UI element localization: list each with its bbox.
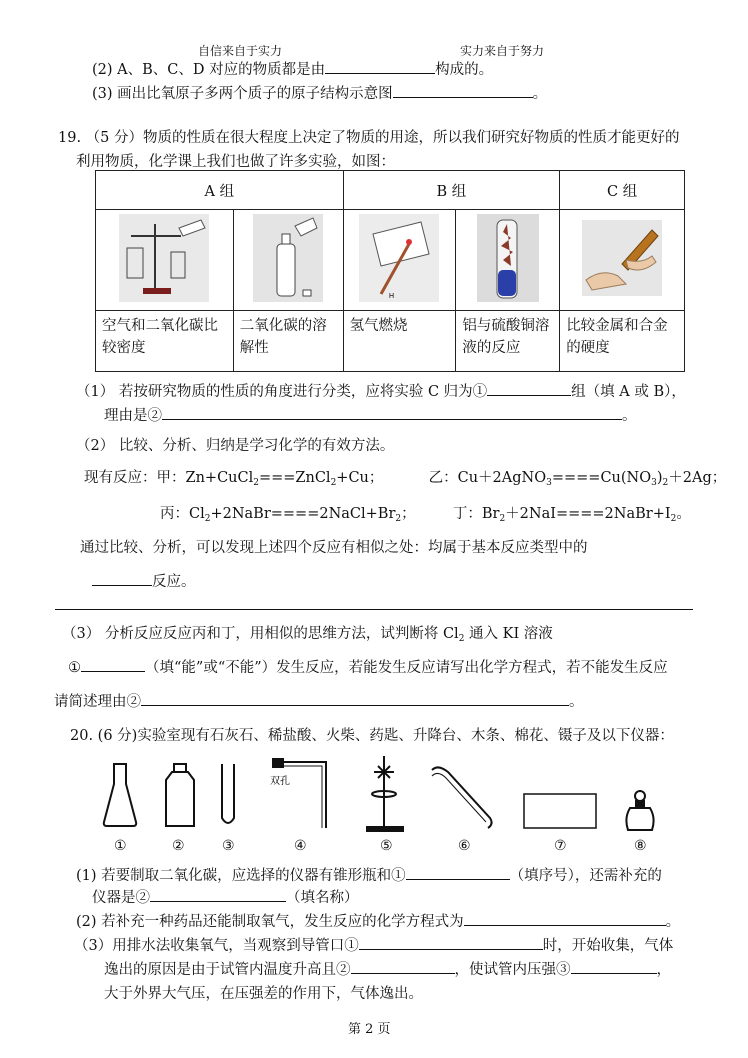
q19-part3-line1: （3） 分析反应反应丙和丁，用相似的思维方法，试判断将 $Cl_2$ 通入 KI 溶液 (62, 626, 553, 644)
exp-image-co2-solubility (233, 210, 343, 311)
reaction-jia-yi: 现有反应：甲：Zn+CuCl$_2$===ZnCl$_2$+Cu； 乙：$Cu+2AgNO_3====Cu(NO_3)_2+2Ag$； (84, 470, 727, 488)
caption-al-cuso4: 铝与硫酸铜溶液的反应 (456, 311, 560, 372)
q19-part3-line3: 请简述理由② 。 (54, 690, 584, 711)
hydrogen-flame-image (359, 214, 439, 302)
q20-part1-line1: (1) 若要制取二氧化碳，应选择的仪器有锥形瓶和① （填序号），还需补充的 (76, 864, 662, 885)
alcohol-lamp-icon (622, 788, 658, 836)
apparatus-number-8: ⑧ (634, 838, 647, 854)
exp-image-hydrogen-burn (343, 210, 456, 311)
q18-line3: (3) 画出比氧原子多两个质子的原子结构示意图 。 (92, 82, 547, 103)
test-tube-icon (218, 760, 238, 830)
header-left: 自信来自于实力 (198, 44, 283, 58)
q19-part3-line2: ① （填“能”或“不能”）发生反应，若能发生反应请写出化学方程式，若不能发生反应 (68, 656, 668, 677)
svg-text:H: H (389, 293, 395, 300)
group-b-header: B 组 (343, 171, 560, 210)
apparatus-number-6: ⑥ (458, 838, 471, 854)
hole-label: 双孔 (270, 776, 290, 787)
water-trough-icon (522, 790, 598, 832)
reagent-bottle-icon (162, 760, 198, 830)
exp-image-al-cuso4 (456, 210, 560, 311)
apparatus-number-4: ④ (294, 838, 307, 854)
q19-part1-line2: 理由是② 。 (104, 404, 637, 425)
q20-part2: (2) 若补充一种药品还能制取氧气，发生反应的化学方程式为 。 (76, 910, 680, 931)
reaction-bing-ding: 丙：$Cl_2+2NaBr====2NaCl+Br_2$； 丁：$Br_2+2NaI====2NaBr+I_2$。 (160, 506, 691, 524)
section-divider (55, 609, 693, 610)
compare-answer: 反应。 (92, 570, 196, 591)
q20-part3-line2: 逸出的原因是由于试管内温度升高且② ，使试管内压强③ ， (104, 958, 671, 979)
test-tube-reaction-image (477, 214, 539, 302)
caption-air-co2: 空气和二氧化碳比较密度 (96, 311, 234, 372)
group-c-header: C 组 (560, 171, 685, 210)
caption-hydrogen-burn: 氢气燃烧 (343, 311, 456, 372)
apparatus-number-3: ③ (222, 838, 235, 854)
q18-line2: (2) A、B、C、D 对应的物质都是由 构成的。 (92, 58, 493, 79)
experiment-table (95, 170, 685, 372)
q19-part2: （2） 比较、分析、归纳是学习化学的有效方法。 (76, 438, 395, 454)
page-number: 第 2 页 (348, 1022, 391, 1037)
exp-image-air-co2 (96, 210, 234, 311)
q20-part3-line1: （3）用排水法收集氧气，当观察到导管口① 时，开始收集，气体 (74, 934, 673, 955)
apparatus-number-5: ⑤ (380, 838, 393, 854)
q20-title: 20. (6 分)实验室现有石灰石、稀盐酸、火柴、药匙、升降台、木条、棉花、镊子及以下仪器： (70, 728, 674, 744)
apparatus-number-2: ② (172, 838, 185, 854)
compare-line: 通过比较、分析，可以发现上述四个反应有相似之处：均属于基本反应类型中的 (80, 540, 588, 556)
q19-part1-line1: （1） 若按研究物质的性质的角度进行分类，应将实验 C 归为① 组（填 A 或 B）， (76, 380, 686, 401)
scratch-test-image (582, 220, 662, 296)
q19-title-1: 19. （5 分）物质的性质在很大程度上决定了物质的用途，所以我们研究好物质的性质才能更好的 (58, 130, 680, 146)
exp-image-hardness (560, 210, 685, 311)
bottle-image (253, 214, 323, 302)
apparatus-number-1: ① (114, 838, 127, 854)
caption-co2-solubility: 二氧化碳的溶解性 (233, 311, 343, 372)
q20-part1-line2: 仪器是② （填名称） (92, 886, 359, 907)
conical-flask-icon (100, 760, 140, 830)
caption-hardness: 比较金属和合金的硬度 (560, 311, 685, 372)
header-right: 实力来自于努力 (460, 44, 545, 58)
q19-title-2: 利用物质，化学课上我们也做了许多实验，如图： (76, 154, 395, 170)
iron-stand-icon (360, 752, 410, 834)
stopper-tube-icon (268, 752, 338, 832)
balance-apparatus-image (119, 214, 209, 302)
apparatus-number-7: ⑦ (554, 838, 567, 854)
bent-tube-icon (428, 762, 498, 832)
group-a-header: A 组 (96, 171, 344, 210)
q20-part3-line3: 大于外界大气压，在压强差的作用下，气体逸出。 (104, 986, 423, 1002)
